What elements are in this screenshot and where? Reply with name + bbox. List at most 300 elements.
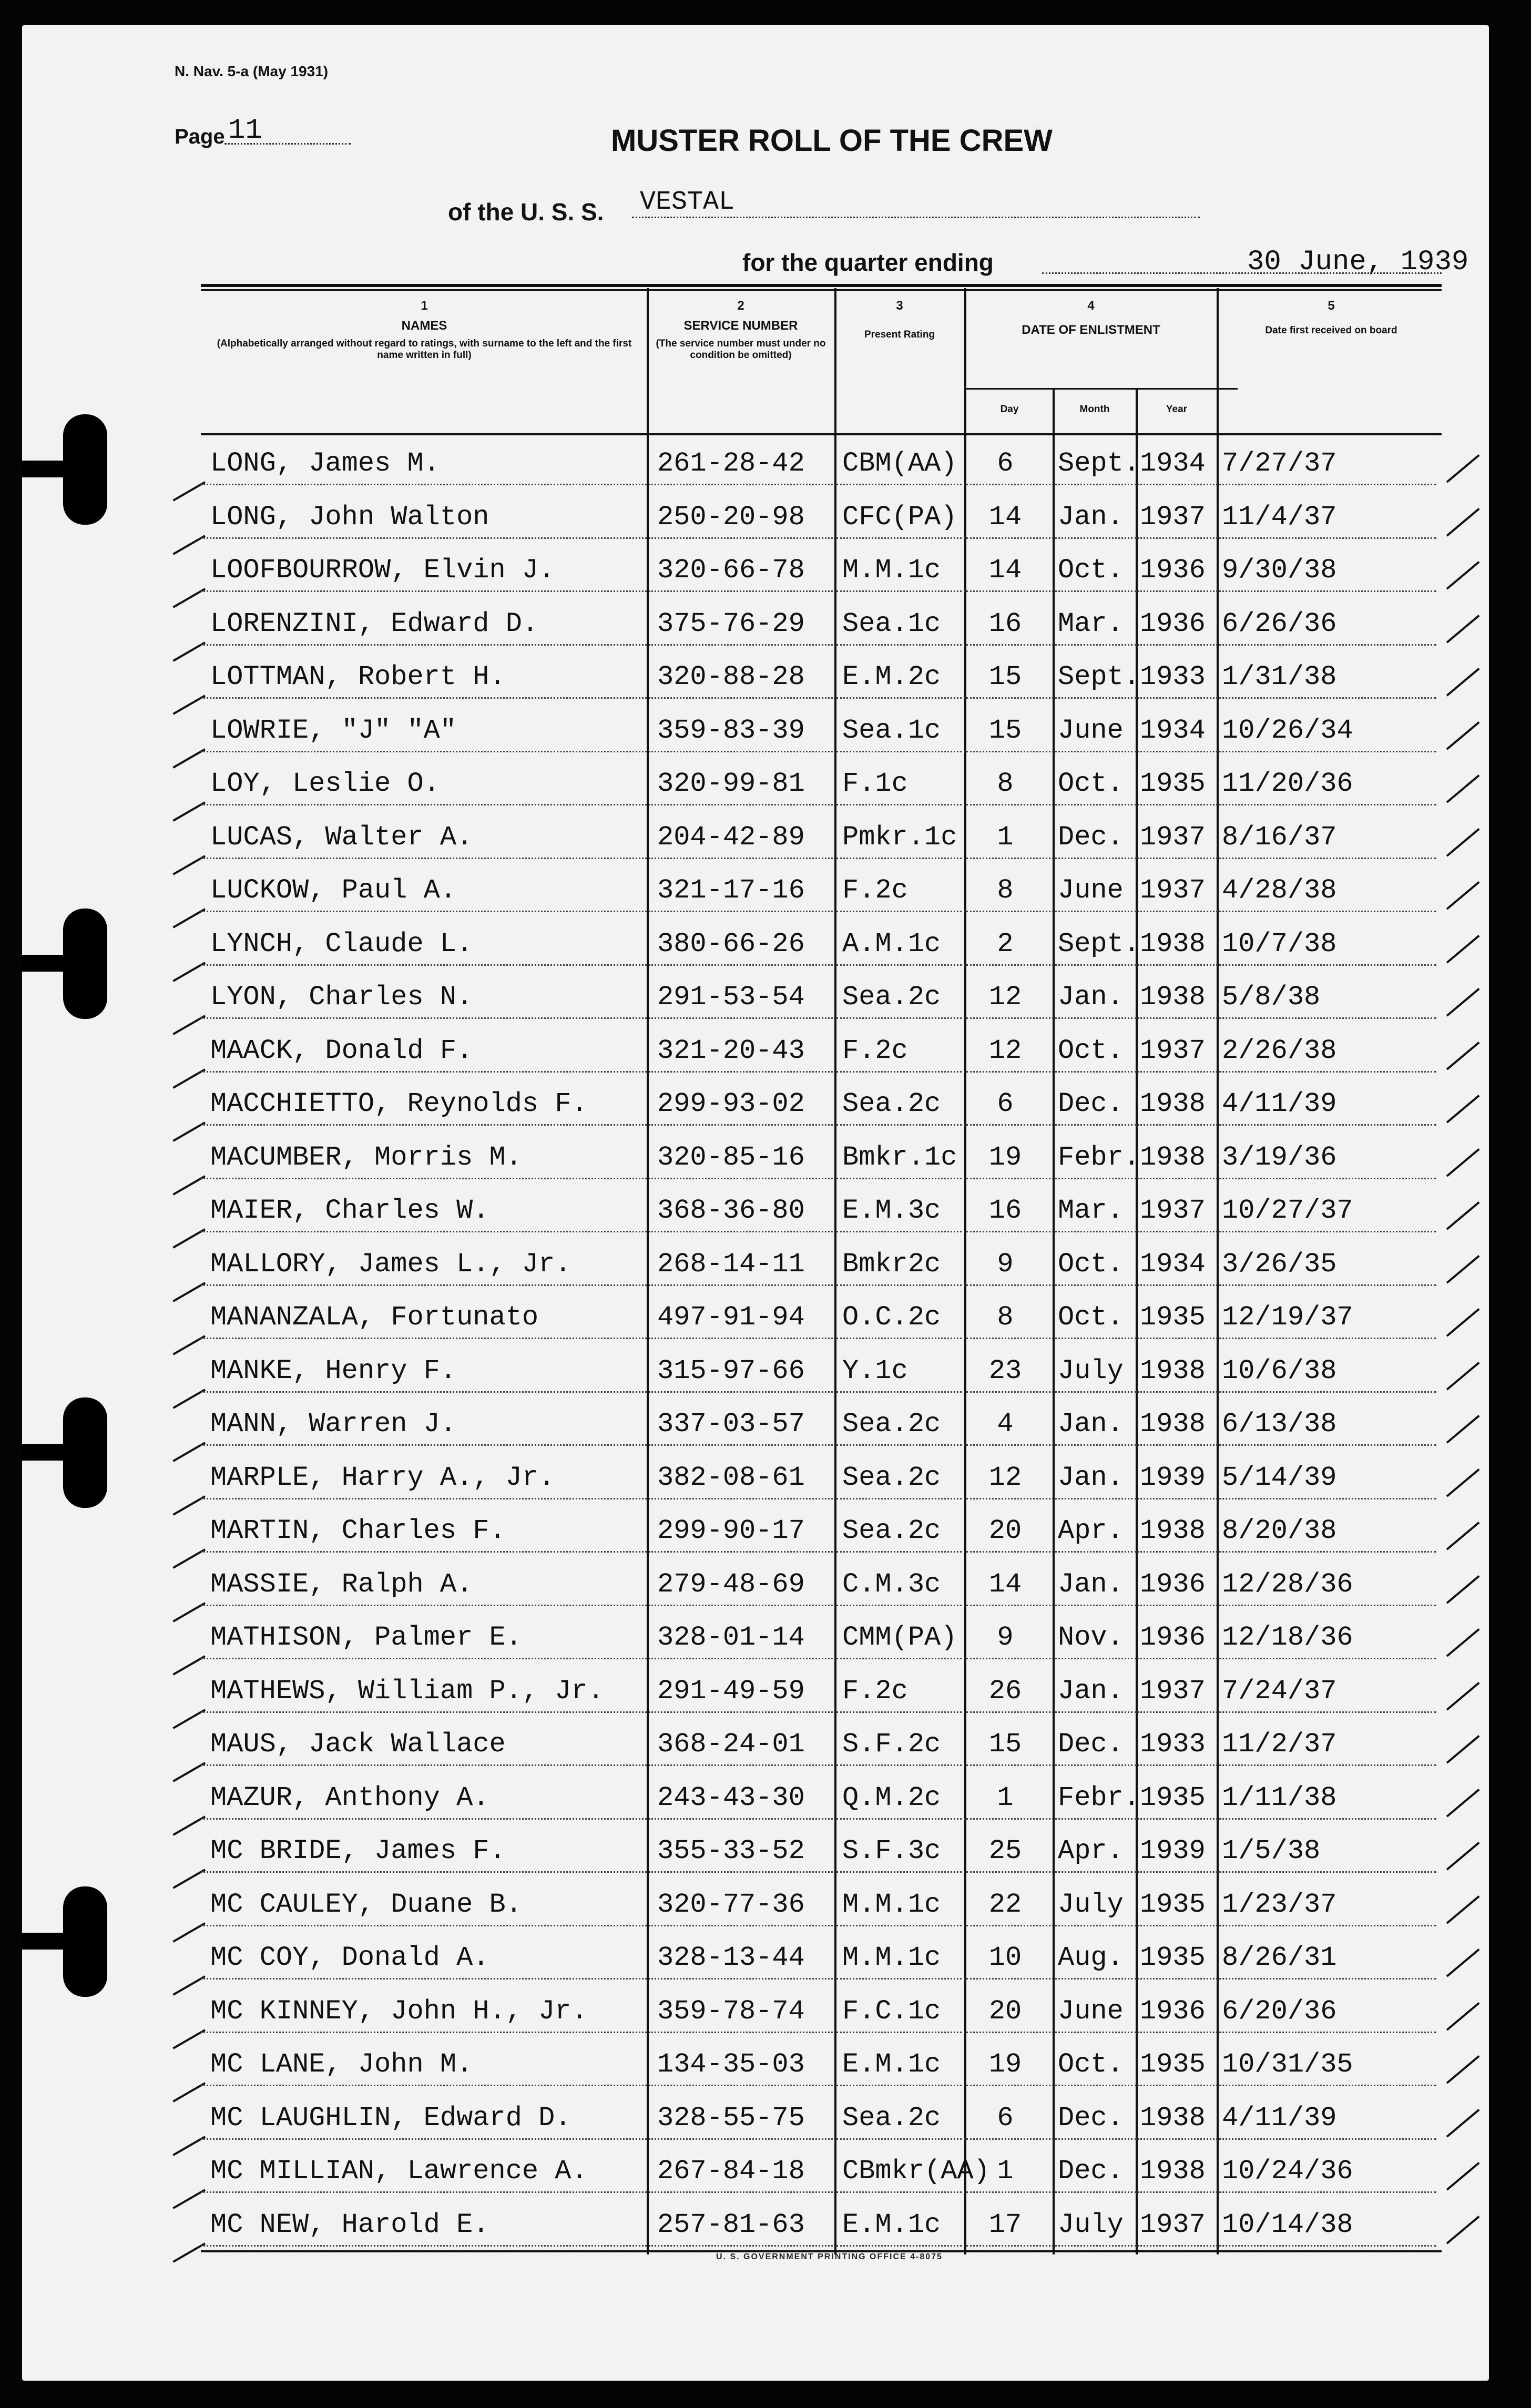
dotted-entry-line [836,1711,965,1713]
table-row [201,1719,1442,1771]
dotted-entry-line [649,590,835,592]
dotted-entry-line [201,1338,647,1339]
cell-year: 1934 [1140,715,1206,746]
dotted-entry-line [649,1658,835,1659]
dotted-entry-line [966,1551,1054,1553]
check-mark-icon [1446,828,1480,856]
dotted-entry-line [966,858,1054,859]
punch-hole [63,1397,107,1508]
check-mark-icon [1446,721,1480,750]
cell-year: 1938 [1140,2156,1206,2187]
dotted-entry-line [1055,1124,1137,1126]
dotted-entry-line [836,2138,965,2140]
dotted-entry-line [966,1231,1054,1232]
dotted-entry-line [836,1551,965,1553]
cell-received: 10/31/35 [1222,2049,1353,2080]
dotted-entry-line [966,1711,1054,1713]
cell-received: 12/18/36 [1222,1622,1353,1653]
cell-year: 1934 [1140,448,1206,479]
cell-service: 320-85-16 [657,1141,805,1173]
cell-rating: S.F.3c [842,1835,941,1866]
dotted-entry-line [1219,1391,1436,1393]
dotted-entry-line [1219,1658,1436,1659]
dotted-entry-line [1219,1231,1436,1232]
check-mark-icon [1446,1042,1480,1070]
cell-day: 6 [997,448,1014,479]
cell-name: MATHISON, Palmer E. [210,1622,522,1653]
dotted-entry-line [1138,590,1218,592]
cell-year: 1938 [1140,1088,1206,1119]
dotted-entry-line [1055,1871,1137,1873]
cell-month: Nov. [1058,1622,1124,1653]
dotted-entry-line [201,858,647,859]
dotted-entry-line [201,1764,647,1766]
cell-day: 16 [988,608,1022,639]
cell-year: 1935 [1140,768,1206,799]
dotted-entry-line [1055,1338,1137,1339]
check-mark-icon [1446,1362,1480,1390]
table-row [201,919,1442,971]
dotted-entry-line [1138,2191,1218,2193]
dotted-entry-line [836,1658,965,1659]
cell-service: 321-17-16 [657,875,805,906]
header-date-received: 5 Date first received on board [1265,299,1397,336]
dotted-entry-line [1055,1498,1137,1499]
dotted-entry-line [966,1444,1054,1446]
dotted-entry-line [649,537,835,539]
check-mark-icon [1446,1308,1480,1336]
dotted-entry-line [201,1284,647,1286]
check-mark-icon [1446,1895,1480,1924]
dotted-entry-line [836,1444,965,1446]
header-service-number: 2 SERVICE NUMBER (The service number must under no condition be omitted) [656,299,826,361]
dotted-entry-line [836,1284,965,1286]
dotted-entry-line [966,484,1054,485]
dotted-entry-line [1219,1498,1436,1499]
table-row [201,1078,1442,1131]
cell-service: 291-53-54 [657,982,805,1013]
dotted-entry-line [1219,1178,1436,1179]
dotted-entry-line [966,804,1054,805]
dotted-entry-line [649,1871,835,1873]
cell-month: Oct. [1058,555,1124,586]
dotted-entry-line [836,1124,965,1126]
dotted-entry-line [201,1444,647,1446]
dotted-entry-line [1138,1818,1218,1820]
dotted-entry-line [966,1764,1054,1766]
table-row [201,1612,1442,1665]
cell-received: 8/16/37 [1222,821,1337,853]
cell-rating: CMM(PA) [842,1622,957,1653]
cell-day: 10 [988,1942,1022,1973]
cell-day: 14 [988,555,1022,586]
table-row [201,438,1442,491]
cell-service: 299-93-02 [657,1088,805,1119]
page-label: Page [175,125,225,148]
header-month: Month [1079,404,1110,415]
cell-name: MC KINNEY, John H., Jr. [210,1995,588,2027]
cell-service: 320-66-78 [657,555,805,586]
dotted-entry-line [836,1498,965,1499]
cell-received: 11/2/37 [1222,1729,1337,1760]
dotted-entry-line [649,911,835,912]
ship-label: of the U. S. S. [448,198,604,226]
dotted-entry-line [966,1338,1054,1339]
header-date-of-enlistment: 4 DATE OF ENLISTMENT [1022,299,1160,337]
dotted-entry-line [1138,804,1218,805]
table-row [201,545,1442,597]
cell-year: 1938 [1140,1515,1206,1546]
dotted-entry-line [966,1391,1054,1393]
cell-service: 328-55-75 [657,2102,805,2134]
dotted-entry-line [836,911,965,912]
cell-day: 9 [997,1248,1014,1280]
dotted-entry-line [966,1871,1054,1873]
table-row [201,1185,1442,1238]
table-row [201,1879,1442,1932]
check-mark-icon [1446,988,1480,1016]
check-mark-icon [1446,508,1480,536]
cell-year: 1934 [1140,1248,1206,1280]
cell-rating: Pmkr.1c [842,821,957,853]
cell-rating: M.M.1c [842,1889,941,1920]
cell-day: 1 [997,1782,1014,1813]
dotted-entry-line [1055,1444,1137,1446]
dotted-entry-line [1055,1391,1137,1393]
cell-name: MARPLE, Harry A., Jr. [210,1462,555,1493]
cell-month: Jan. [1058,1675,1124,1707]
dotted-entry-line [1219,2085,1436,2086]
dotted-entry-line [1219,1605,1436,1606]
dotted-entry-line [966,537,1054,539]
dotted-entry-line [201,964,647,966]
cell-rating: F.2c [842,1035,908,1066]
dotted-entry-line [1055,1711,1137,1713]
dotted-entry-line [836,2245,965,2247]
dotted-entry-line [836,1978,965,1980]
dotted-entry-line [649,1925,835,1926]
dotted-entry-line [649,1978,835,1980]
dotted-entry-line [966,2085,1054,2086]
cell-month: Oct. [1058,768,1124,799]
dotted-entry-line [1219,484,1436,485]
dotted-entry-line [966,1071,1054,1073]
cell-rating: Sea.2c [842,1088,941,1119]
cell-received: 10/26/34 [1222,715,1353,746]
ship-name: VESTAL [640,187,735,217]
check-mark-icon [1446,1522,1480,1550]
table-row [201,2146,1442,2198]
cell-service: 328-13-44 [657,1942,805,1973]
dotted-entry-line [966,1178,1054,1179]
cell-year: 1933 [1140,1729,1206,1760]
cell-name: MC COY, Donald A. [210,1942,489,1973]
check-mark-icon [1446,2109,1480,2137]
table-row [201,651,1442,704]
document-page [22,25,1489,2381]
dotted-entry-line [1138,1498,1218,1499]
cell-month: Mar. [1058,1195,1124,1226]
dotted-entry-line [201,1551,647,1553]
cell-name: MARTIN, Charles F. [210,1515,506,1546]
cell-name: LUCAS, Walter A. [210,821,473,853]
cell-day: 15 [988,1729,1022,1760]
cell-received: 6/26/36 [1222,608,1337,639]
check-mark-icon [1446,454,1480,483]
cell-day: 26 [988,1675,1022,1707]
dotted-entry-line [1055,1178,1137,1179]
dotted-entry-line [649,2245,835,2247]
cell-day: 17 [988,2209,1022,2240]
cell-month: Dec. [1058,1088,1124,1119]
cell-rating: Sea.1c [842,608,941,639]
dotted-entry-line [201,1017,647,1019]
table-row [201,1399,1442,1451]
cell-service: 204-42-89 [657,821,805,853]
dotted-entry-line [966,644,1054,646]
dotted-entry-line [201,697,647,699]
cell-year: 1935 [1140,1782,1206,1813]
table-row [201,1559,1442,1611]
dotted-entry-line [649,1284,835,1286]
check-mark-icon [1446,1415,1480,1443]
cell-name: MANKE, Henry F. [210,1355,457,1386]
dotted-entry-line [1138,1178,1218,1179]
cell-received: 11/4/37 [1222,501,1337,533]
cell-service: 359-78-74 [657,1995,805,2027]
cell-name: MAIER, Charles W. [210,1195,489,1226]
dotted-entry-line [649,1124,835,1126]
cell-day: 1 [997,821,1014,853]
dotted-entry-line [1138,1925,1218,1926]
header-present-rating: 3 Present Rating [864,299,935,340]
table-row [201,812,1442,864]
cell-rating: Bmkr.1c [842,1141,957,1173]
table-top-rule-inner [201,289,1442,291]
check-mark-icon [1446,1468,1480,1497]
table-row [201,1666,1442,1718]
dotted-entry-line [1219,1764,1436,1766]
cell-rating: Sea.2c [842,982,941,1013]
cell-service: 359-83-39 [657,715,805,746]
dotted-entry-line [649,1605,835,1606]
dotted-entry-line [201,2032,647,2033]
dotted-entry-line [649,964,835,966]
cell-year: 1939 [1140,1462,1206,1493]
cell-name: MANN, Warren J. [210,1409,457,1440]
cell-rating: Bmkr2c [842,1248,941,1280]
cell-day: 12 [988,982,1022,1013]
dotted-entry-line [1055,2191,1137,2193]
cell-year: 1937 [1140,1035,1206,1066]
cell-month: Mar. [1058,608,1124,639]
dotted-entry-line [1055,858,1137,859]
cell-received: 1/5/38 [1222,1835,1321,1866]
cell-name: MASSIE, Ralph A. [210,1568,473,1600]
dotted-entry-line [1138,1605,1218,1606]
cell-month: Dec. [1058,2156,1124,2187]
cell-service: 355-33-52 [657,1835,805,1866]
punch-hole [63,414,107,525]
dotted-entry-line [966,1017,1054,1019]
cell-rating: E.M.1c [842,2049,941,2080]
dotted-entry-line [1138,1231,1218,1232]
dotted-entry-line [201,537,647,539]
dotted-entry-line [1219,1444,1436,1446]
check-mark-icon [1446,1842,1480,1870]
cell-day: 12 [988,1462,1022,1493]
cell-received: 12/19/37 [1222,1302,1353,1333]
cell-day: 12 [988,1035,1022,1066]
check-mark-icon [1446,1682,1480,1710]
check-mark-icon [1446,1789,1480,1817]
dotted-entry-line [1219,858,1436,859]
dotted-entry-line [201,1071,647,1073]
dotted-entry-line [836,2191,965,2193]
cell-name: LYON, Charles N. [210,982,473,1013]
dotted-entry-line [966,1284,1054,1286]
cell-received: 10/7/38 [1222,928,1337,960]
cell-received: 5/8/38 [1222,982,1321,1013]
cell-name: LOOFBOURROW, Elvin J. [210,555,555,586]
cell-month: Jan. [1058,982,1124,1013]
cell-month: Jan. [1058,1568,1124,1600]
dotted-entry-line [1138,2032,1218,2033]
cell-year: 1938 [1140,2102,1206,2134]
dotted-entry-line [836,537,965,539]
dotted-entry-line [1055,964,1137,966]
table-row [201,492,1442,544]
cell-year: 1937 [1140,501,1206,533]
cell-rating: Sea.2c [842,2102,941,2134]
cell-day: 6 [997,1088,1014,1119]
dotted-entry-line [966,2138,1054,2140]
cell-month: Jan. [1058,1462,1124,1493]
cell-received: 10/14/38 [1222,2209,1353,2240]
dotted-entry-line [1055,1605,1137,1606]
enlistment-sub-rule [964,388,1238,390]
cell-name: LOTTMAN, Robert H. [210,661,506,692]
dotted-entry-line [1219,751,1436,752]
cell-day: 19 [988,2049,1022,2080]
table-row [201,705,1442,758]
cell-year: 1937 [1140,1195,1206,1226]
cell-year: 1933 [1140,661,1206,692]
dotted-entry-line [1138,1444,1218,1446]
cell-day: 6 [997,2102,1014,2134]
cell-rating: M.M.1c [842,555,941,586]
dotted-entry-line [966,2245,1054,2247]
cell-month: Dec. [1058,1729,1124,1760]
dotted-entry-line [1055,911,1137,912]
table-row [201,1452,1442,1505]
cell-rating: F.2c [842,875,908,906]
dotted-entry-line [1219,1871,1436,1873]
dotted-entry-line [1055,1978,1137,1980]
document-title: MUSTER ROLL OF THE CREW [611,124,1053,158]
cell-service: 261-28-42 [657,448,805,479]
check-mark-icon [1446,2055,1480,2084]
dotted-entry-line [201,2085,647,2086]
cell-service: 337-03-57 [657,1409,805,1440]
dotted-entry-line [649,697,835,699]
dotted-entry-line [649,1178,835,1179]
dotted-entry-line [1219,537,1436,539]
cell-name: MACUMBER, Morris M. [210,1141,522,1173]
dotted-entry-line [649,2085,835,2086]
cell-year: 1936 [1140,1568,1206,1600]
cell-day: 4 [997,1409,1014,1440]
cell-name: MC BRIDE, James F. [210,1835,506,1866]
dotted-entry-line [649,1071,835,1073]
dotted-entry-line [649,1764,835,1766]
cell-month: Oct. [1058,1302,1124,1333]
cell-received: 3/26/35 [1222,1248,1337,1280]
cell-received: 7/24/37 [1222,1675,1337,1707]
cell-day: 20 [988,1995,1022,2027]
cell-year: 1938 [1140,1409,1206,1440]
cell-name: LONG, John Walton [210,501,489,533]
cell-day: 23 [988,1355,1022,1386]
dotted-entry-line [1138,1978,1218,1980]
dotted-entry-line [649,1391,835,1393]
table-row [201,1932,1442,1985]
cell-rating: M.M.1c [842,1942,941,1973]
dotted-entry-line [1055,1017,1137,1019]
cell-year: 1939 [1140,1835,1206,1866]
cell-name: LOWRIE, "J" "A" [210,715,457,746]
header-year: Year [1166,404,1188,415]
dotted-entry-line [836,484,965,485]
dotted-entry-line [1055,1284,1137,1286]
cell-received: 4/11/39 [1222,2102,1337,2134]
cell-day: 15 [988,661,1022,692]
dotted-entry-line [1138,1871,1218,1873]
dotted-entry-line [201,1818,647,1820]
cell-rating: F.1c [842,768,908,799]
check-mark-icon [1446,1148,1480,1177]
dotted-entry-line [966,1978,1054,1980]
dotted-entry-line [649,484,835,485]
cell-rating: E.M.2c [842,661,941,692]
check-mark-icon [1446,935,1480,963]
dotted-entry-line [1138,911,1218,912]
dotted-entry-line [649,1017,835,1019]
table-row [201,598,1442,651]
dotted-entry-line [1219,2138,1436,2140]
cell-received: 10/6/38 [1222,1355,1337,1386]
cell-year: 1935 [1140,1889,1206,1920]
dotted-entry-line [1138,751,1218,752]
dotted-entry-line [1138,2138,1218,2140]
cell-month: Apr. [1058,1835,1124,1866]
cell-month: Sept. [1058,928,1140,960]
dotted-entry-line [649,1711,835,1713]
dotted-entry-line [1219,697,1436,699]
cell-rating: S.F.2c [842,1729,941,1760]
dotted-entry-line [201,751,647,752]
table-row [201,865,1442,917]
dotted-entry-line [649,858,835,859]
cell-day: 15 [988,715,1022,746]
dotted-entry-line [201,590,647,592]
cell-name: MC NEW, Harold E. [210,2209,489,2240]
dotted-entry-line [201,1178,647,1179]
dotted-entry-line [649,2191,835,2193]
cell-received: 1/31/38 [1222,661,1337,692]
check-mark-icon [1446,1948,1480,1977]
cell-name: MC LAUGHLIN, Edward D. [210,2102,571,2134]
